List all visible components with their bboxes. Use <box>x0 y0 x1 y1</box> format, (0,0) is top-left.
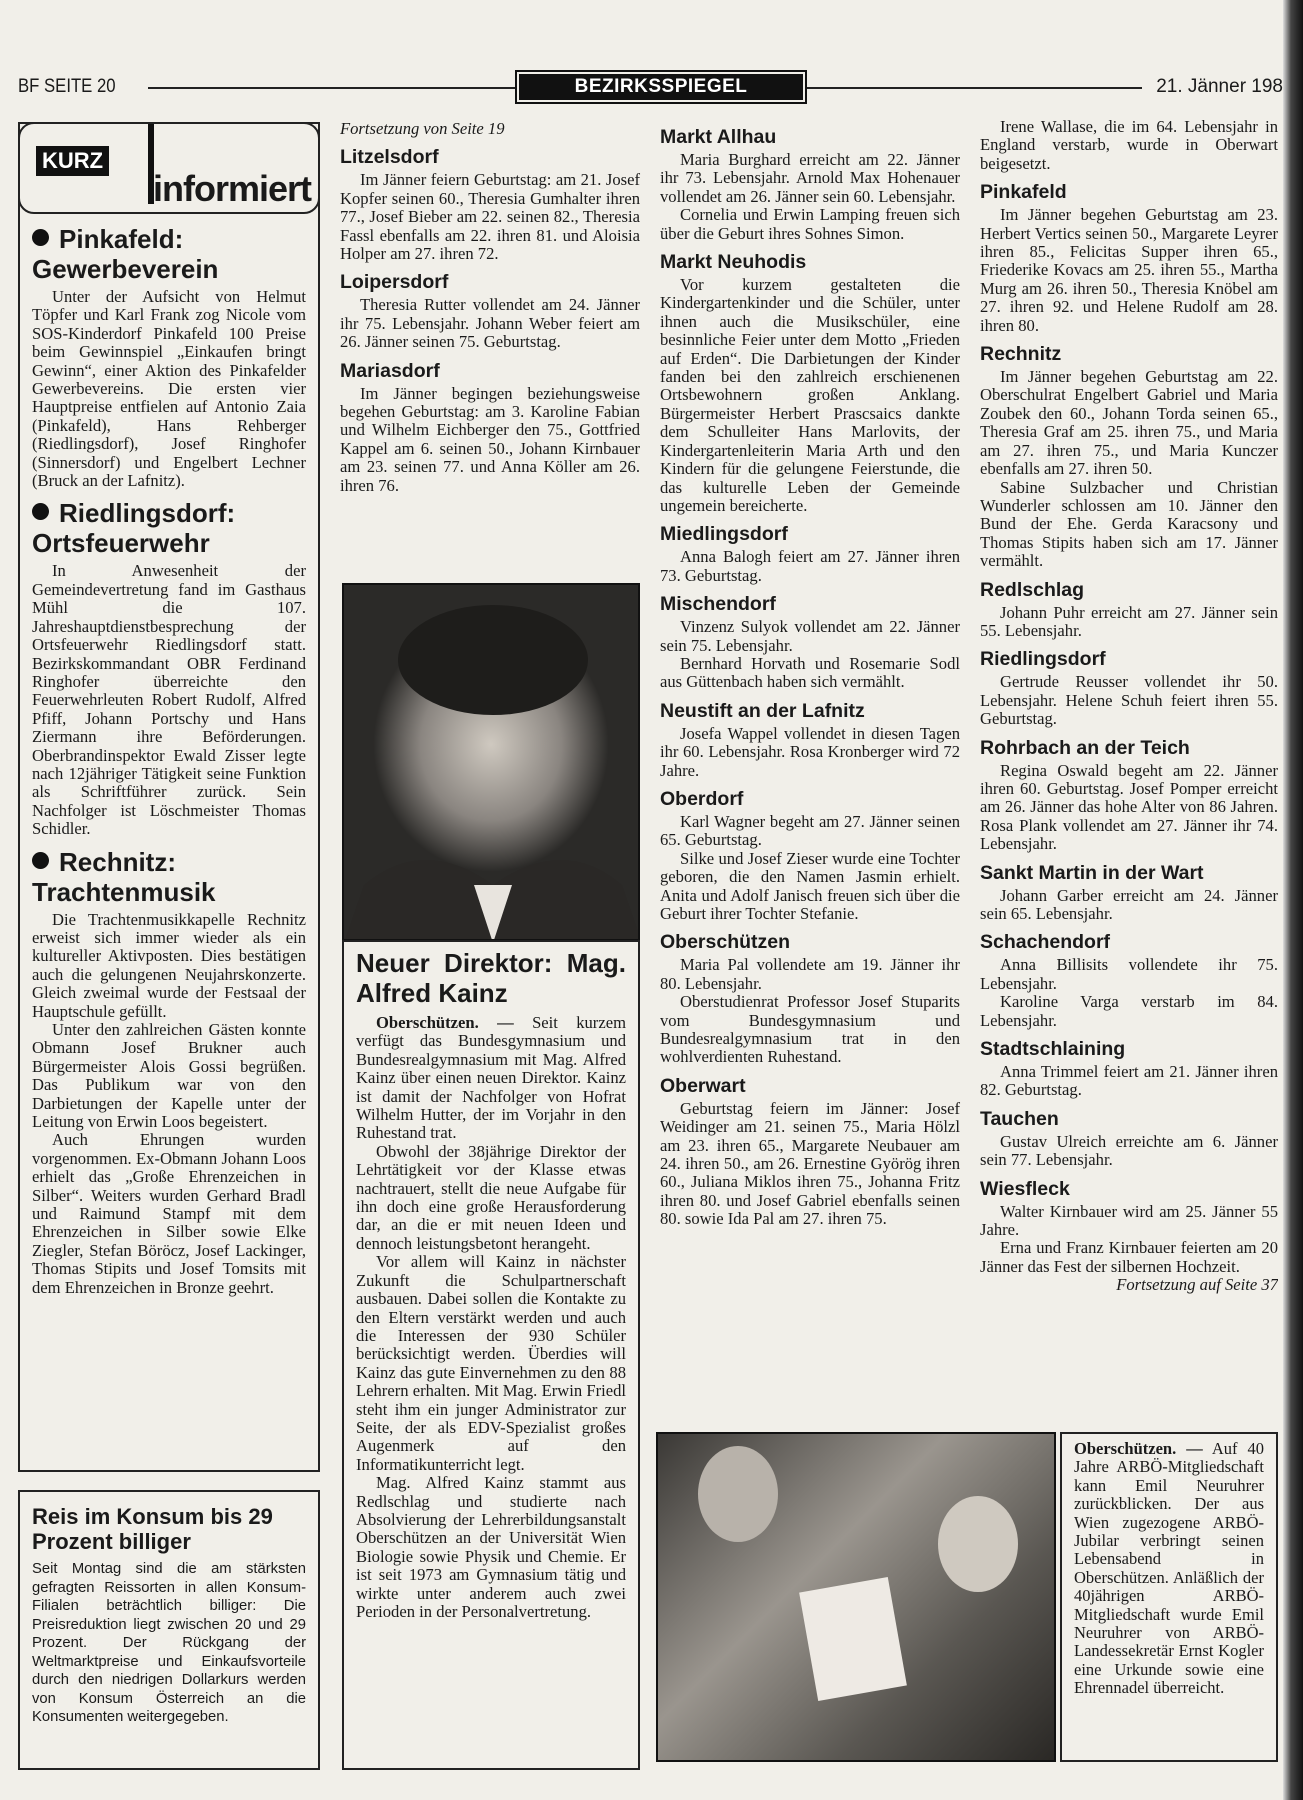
continued-to: Fortsetzung auf Seite 37 <box>1116 1275 1278 1295</box>
kurz-item-paragraph: Unter den zahlreichen Gästen konnte Obmann Josef Brukner auch Bürgermeister Alois Gossi begrüßen. Das Publikum war von den Darbietungen der Kapelle unter der Leitung von Erwin Loos begeistert. <box>32 1020 306 1132</box>
locality-heading: Oberdorf <box>660 787 744 810</box>
continued-from: Fortsetzung von Seite 19 <box>340 119 505 138</box>
locality-paragraph: Anna Balogh feiert am 27. Jänner ihren 73. Geburtstag. <box>660 547 960 585</box>
locality-paragraph: Vinzenz Sulyok vollendet am 22. Jänner sein 75. Lebensjahr. <box>660 617 960 655</box>
locality-paragraph: Sabine Sulzbacher und Christian Wunderler schlossen am 10. Jänner den Bund der Ehe. Gerda Karacsony und Thomas Stipits haben sich am 17. Jänner vermählt. <box>980 477 1278 571</box>
kurz-item-paragraph: Auch Ehrungen wurden vorgenommen. Ex-Obmann Johann Loos erhielt das „Große Ehrenzeichen in Silber“. Weiters wurden Gerhard Bradl und Raimund Stampf mit dem Ehrenzeichen in Silber sowie Elke Ziegler, Stefan Böröcz, Josef Lackinger, Thomas Stipits und Josef Tomsits mit dem Ehrenzeichen in Bronze geehrt. <box>32 1130 306 1297</box>
locality-paragraph: Im Jänner begehen Geburtstag am 22. Oberschulrat Engelbert Gabriel und Maria Zoubek den 60., Johann Torda seinen 65., Theresia Graf am 25. ihren 75., und Maria am 27. ihren 75., und Maria Kunczer ebenfalls am 27. ihren 50. <box>980 367 1278 479</box>
locality-paragraph: Gertrude Reusser vollendet ihr 50. Lebensjahr. Helene Schuh feiert ihren 55. Geburtstag. <box>980 672 1278 729</box>
column-2 <box>340 120 640 495</box>
kurz-item-title <box>32 498 306 558</box>
locality-paragraph: Geburtstag feiern im Jänner: Josef Weidinger am 21. seinen 75., Maria Hölzl am 23. ihren 65., Margarete Neubauer am 24. ihren 50., am 26. Ernestine Györög ihren 60., Juliana Miklos ihren 75., Johanna Fritz ihren 80. und Josef Gabriel ebenfalls seinen 80. sowie Ida Pal am 27. ihren 75. <box>660 1098 960 1229</box>
locality-heading: Litzelsdorf <box>340 146 439 169</box>
locality-paragraph: Josefa Wappel vollendet in diesen Tagen ihr 60. Lebensjahr. Rosa Kronberger wird 72 Jahre. <box>660 723 960 780</box>
kurz-informiert-logo <box>18 122 320 214</box>
locality-paragraph: Anna Billisits vollendete ihr 75. Lebensjahr. <box>980 955 1278 993</box>
kurz-item-title-text: Rechnitz: Trachtenmusik <box>32 846 216 907</box>
divider <box>807 87 1142 89</box>
caption-lead: Oberschützen. — <box>1074 1439 1203 1458</box>
locality-heading: Pinkafeld <box>980 181 1067 204</box>
logo-kurz: KURZ <box>36 146 109 176</box>
arbo-photo <box>656 1432 1056 1762</box>
page-binding-edge <box>1283 0 1303 1800</box>
locality-paragraph: Im Jänner begingen beziehungsweise begehen Geburtstag: am 3. Karoline Fabian und Wilhelm Eichberger den 75., Gottfried Kappel am 6. seinen 50., Johann Kirnbauer am 23. seinen 77. und Anna Köller am 26. ihren 76. <box>340 383 640 495</box>
locality-paragraph: Irene Wallase, die im 64. Lebensjahr in England verstarb, wurde in Oberwart beigesetzt. <box>980 118 1278 173</box>
locality-paragraph: Erna und Franz Kirnbauer feierten am 20 Jänner das Fest der silbernen Hochzeit. <box>980 1238 1278 1276</box>
arbo-caption <box>1060 1432 1278 1762</box>
bullet-icon <box>32 503 49 520</box>
locality-heading: Markt Allhau <box>660 126 777 148</box>
locality-heading: Stadtschlaining <box>980 1038 1126 1061</box>
locality-heading: Oberwart <box>660 1074 746 1097</box>
kurz-item-paragraph: Unter der Aufsicht von Helmut Töpfer und Karl Frank zog Nicole vom SOS-Kinderdorf Pinkafeld 100 Preise beim Gewinnspiel „Einkaufen bringt Gewinn“, einer Aktion des Pinkafelder Gewerbevereins. Die ersten vier Hauptpreise entfielen auf Antonio Zaia (Pinkafeld), Hans Rehberger (Riedlingsdorf), Josef Ringhofer (Sinnersdorf) und Engelbert Lechner (Bruck an der Lafnitz). <box>32 287 306 491</box>
locality-paragraph: Gustav Ulreich erreichte am 6. Jänner sein 77. Lebensjahr. <box>980 1131 1278 1170</box>
locality-heading: Miedlingsdorf <box>660 523 788 546</box>
page-header <box>18 72 1283 102</box>
article-paragraph: Mag. Alfred Kainz stammt aus Redlschlag und studierte nach Absolvierung der Lehrerbildungsanstalt Oberschützen an der Universität Wien Biologie sowie Physik und Chemie. Er ist seit 1973 am Gymnasium tätig und wirkte unter anderem auch zwei Perioden in der Personalvertretung. <box>356 1473 626 1621</box>
award-illustration <box>658 1434 1056 1762</box>
locality-paragraph: Johann Garber erreicht am 24. Jänner sein 65. Lebensjahr. <box>980 885 1278 923</box>
locality-paragraph: Theresia Rutter vollendet am 24. Jänner ihr 75. Lebensjahr. Johann Weber feiert am 26. Jänner seinen 75. Geburtstag. <box>340 295 640 352</box>
article-title: Neuer Direktor: Mag. Alfred Kainz <box>356 948 626 1008</box>
locality-heading: Rohrbach an der Teich <box>980 736 1190 759</box>
locality-heading: Schachendorf <box>980 931 1111 954</box>
locality-paragraph: Walter Kirnbauer wird am 25. Jänner 55 Jahre. <box>980 1201 1278 1240</box>
locality-heading: Rechnitz <box>980 343 1062 366</box>
article-text: Seit kurzem verfügt das Bundesgymnasium und Bundesrealgymnasium mit Mag. Alfred Kainz über einen neuen Direktor. Kainz ist damit der Nachfolger von Hofrat Wilhelm Hutter, der im Vorjahr in den Ruhestand trat. <box>356 1013 626 1143</box>
kurz-informiert-box <box>18 122 320 1472</box>
locality-heading: Neustift an der Lafnitz <box>660 699 865 722</box>
locality-paragraph: Silke und Josef Zieser wurde eine Tochter geboren, die den Namen Jasmin erhielt. Anita und Adolf Janisch freuen sich über die Geburt ihrer Tochter Stefanie. <box>660 848 960 923</box>
column-3 <box>660 118 960 1229</box>
caption-text: Auf 40 Jahre ARBÖ-Mitgliedschaft kann Emil Neuruhrer zurückblicken. Der aus Wien zugezogene ARBÖ-Jubilar verbringt seinen Lebensabend in Oberschützen. Anläßlich der 40jährigen ARBÖ-Mitgliedschaft wurde Emil Neuruhrer von ARBÖ-Landessekretär Ernst Kogler eine Urkunde sowie eine Ehrennadel überreicht. <box>1074 1439 1264 1698</box>
column-4 <box>980 118 1278 1418</box>
locality-paragraph: Johann Puhr erreicht am 27. Jänner sein 55. Lebensjahr. <box>980 602 1278 640</box>
portrait-photo <box>342 583 640 941</box>
kurz-item-title <box>32 847 306 907</box>
locality-heading: Tauchen <box>980 1107 1059 1130</box>
locality-paragraph: Bernhard Horvath und Rosemarie Sodl aus Güttenbach haben sich vermählt. <box>660 653 960 692</box>
kurz-item-title-text: Riedlingsdorf: Ortsfeuerwehr <box>32 498 236 559</box>
kurz-item-paragraph: Die Trachtenmusikkapelle Rechnitz erweist sich immer wieder als ein kultureller Aktivposten. Dies bestätigen auch die gelungenen Neujahrskonzerte. Gleich zweimal wurde der Festsaal der Hauptschule gefüllt. <box>32 909 306 1021</box>
kurz-items <box>20 224 318 1297</box>
kurz-item-paragraph: In Anwesenheit der Gemeindevertretung fand im Gasthaus Mühl die 107. Jahreshauptdienstbesprechung der Ortsfeuerwehr Riedlingsdorf statt. Bezirkskommandant OBR Ferdinand Ringhofer überreichte den Feuerwehrleuten Robert Rudolf, Alfred Pfiff, Johann Portschy und Hans Ziermann ihre Beförderungen. Oberbrandinspektor Ewald Zisser legte nach 12jähriger Tätigkeit seine Funktion als Schriftführer zurück. Sein Nachfolger ist Löschmeister Thomas Schidler. <box>32 561 306 839</box>
locality-heading: Loipersdorf <box>340 271 449 294</box>
locality-heading: Wiesfleck <box>980 1177 1070 1200</box>
locality-paragraph: Im Jänner feiern Geburtstag: am 21. Josef Kopfer seinen 60., Theresia Gumhalter ihren 77., Josef Bieber am 22. seinen 82., Theresia Fassl ebenfalls am 22. ihren 81. und Aloisia Holper am 27. ihren 72. <box>340 170 640 264</box>
article-lead: Oberschützen. — <box>376 1013 514 1032</box>
article-paragraph: Obwohl der 38jährige Direktor der Lehrtätigkeit vor der Klasse etwas nachtrauert, stellt die neue Aufgabe für ihn doch eine große Herausforderung dar, an die er mit neuen Ideen und dennoch leistungsbetont herangeht. <box>356 1141 626 1253</box>
locality-paragraph: Im Jänner begehen Geburtstag am 23. Herbert Vertics seinen 50., Margarete Leyrer ihren 85., Felicitas Supper ihren 65., Friederike Kovacs am 25. ihren 55., Martha Murg am 26. ihren 50., Theresia Knöbel am 27. ihren 92. und Helene Rudolf am 28. ihren 80. <box>980 205 1278 335</box>
kurz-item-title-text: Pinkafeld: Gewerbeverein <box>32 224 219 284</box>
logo-informiert: informiert <box>153 168 312 209</box>
locality-paragraph: Cornelia und Erwin Lamping freuen sich über die Geburt ihres Sohnes Simon. <box>660 205 960 243</box>
locality-heading: Sankt Martin in der Wart <box>980 861 1204 884</box>
locality-paragraph: Karl Wagner begeht am 27. Jänner seinen 65. Geburtstag. <box>660 811 960 850</box>
article-paragraph <box>356 1014 626 1143</box>
locality-heading: Mariasdorf <box>340 359 440 382</box>
section-title: BEZIRKSSPIEGEL <box>519 74 803 100</box>
section-banner <box>515 70 807 104</box>
locality-paragraph: Vor kurzem gestalteten die Kindergartenkinder und die Schüler, unter ihnen auch die Musikschüler, eine besinnliche Feier unter dem Motto „Frieden auf Erden“. Die Darbietungen der Kinder fanden bei den zahlreich erschienenen Ortsbewohnern großen Anklang. Bürgermeister Herbert Prascsaics dankte dem Schulleiter Hans Marlovits, der Kindergartenleiterin Maria Arth und den Kindern für die gelungene Feierstunde, die das kulturelle Leben der Gemeinde ungemein bereicherte. <box>660 275 960 515</box>
page-number: BF SEITE 20 <box>18 76 116 97</box>
bullet-icon <box>32 229 49 246</box>
article-paragraph: Vor allem will Kainz in nächster Zukunft die Schulpartnerschaft ausbauen. Dabei sollen die Kontakte zu den Eltern verstärkt werden und auch die Interessen der 930 Schüler berücksichtigt werden. Überdies will Kainz das gute Einvernehmen zu den 88 Lehrern erhalten. Mit Mag. Erwin Friedl steht ihm ein junger Administrator zur Seite, der als EDV-Spezialist großes Augenmerk auf den Informatikunterricht legt. <box>356 1252 626 1474</box>
article-body: Seit Montag sind die am stärksten gefragten Reissorten in allen Konsum-Filialen beträchtlich billiger: Die Preisreduktion liegt zwischen 20 und 29 Prozent. Der Rückgang der Weltmarktpreise und Einkaufsvorteile durch den niedrigen Dollarkurs werden von Konsum Österreich an die Konsumenten weitergegeben. <box>32 1561 306 1725</box>
locality-paragraph: Anna Trimmel feiert am 21. Jänner ihren 82. Geburtstag. <box>980 1062 1278 1100</box>
locality-heading: Markt Neuhodis <box>660 251 807 274</box>
locality-heading: Mischendorf <box>660 593 776 616</box>
article-title: Reis im Konsum bis 29 Prozent billiger <box>32 1504 273 1554</box>
locality-heading: Redlschlag <box>980 578 1085 601</box>
kurz-item-title <box>32 224 306 284</box>
locality-heading: Riedlingsdorf <box>980 648 1106 671</box>
portrait-illustration <box>344 585 640 941</box>
bullet-icon <box>32 852 49 869</box>
locality-paragraph: Karoline Varga verstarb im 84. Lebensjahr. <box>980 992 1278 1030</box>
reis-article <box>18 1490 320 1770</box>
direktor-article <box>342 940 640 1770</box>
locality-paragraph: Maria Pal vollendete am 19. Jänner ihr 80. Lebensjahr. <box>660 955 960 993</box>
locality-heading: Oberschützen <box>660 931 791 954</box>
locality-paragraph: Regina Oswald begeht am 22. Jänner ihren 60. Geburtstag. Josef Pomper erreicht am 26. Jänner das hohe Alter von 86 Jahren. Rosa Plank vollendet am 27. Jänner ihr 74. Lebensjahr. <box>980 760 1278 854</box>
locality-paragraph: Oberstudienrat Professor Josef Stuparits vom Bundesgymnasium und Bundesrealgymnasium trat in den wohlverdienten Ruhestand. <box>660 992 960 1067</box>
locality-paragraph: Maria Burghard erreicht am 22. Jänner ihr 73. Lebensjahr. Arnold Max Hohenauer vollendet am 26. Jänner sein 60. Lebensjahr. <box>660 150 960 206</box>
divider <box>148 87 515 89</box>
issue-date: 21. Jänner 198 <box>1156 76 1283 97</box>
